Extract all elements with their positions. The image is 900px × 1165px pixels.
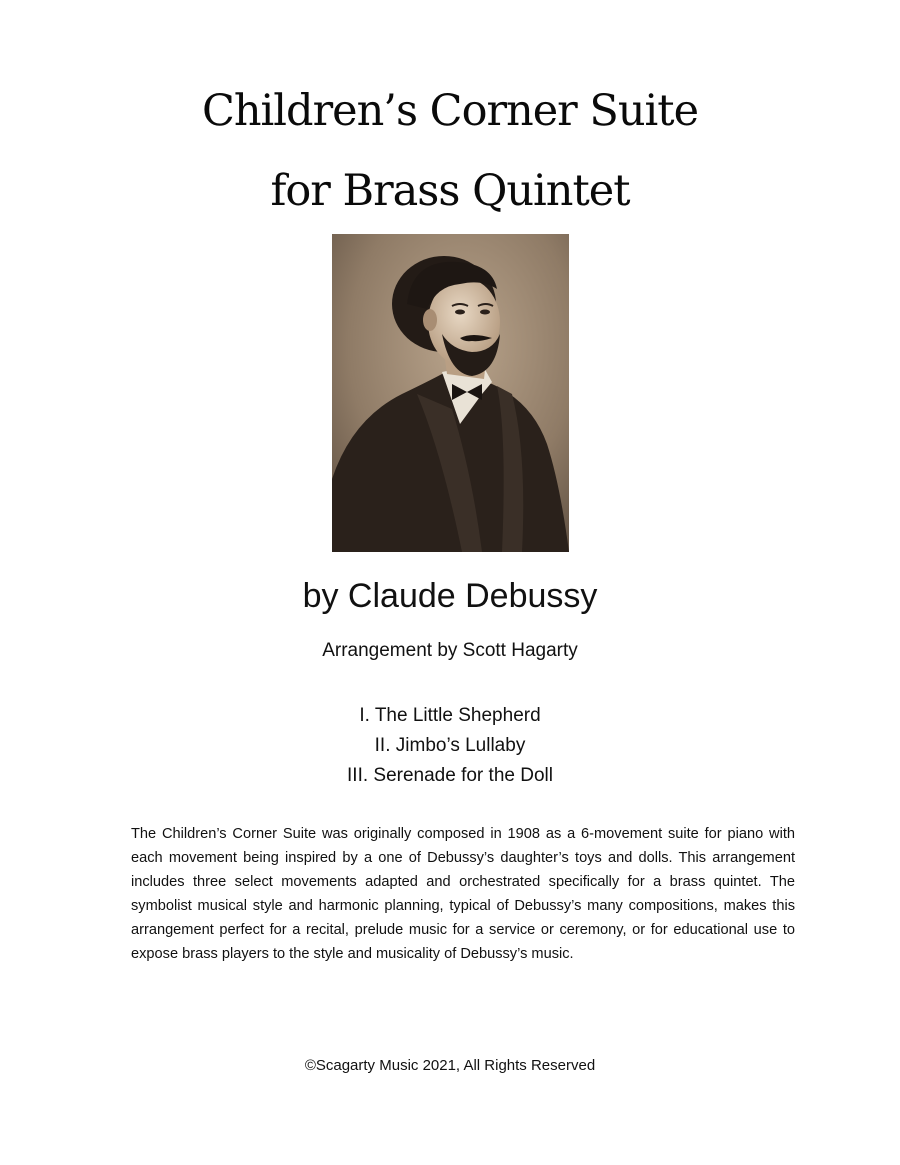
movement-item: I. The Little Shepherd: [359, 705, 541, 726]
movement-item: III. Serenade for the Doll: [347, 765, 553, 786]
composer-name: by Claude Debussy: [302, 577, 598, 615]
title-line-1: Children’s Corner Suite: [201, 86, 699, 136]
composer-portrait-photo: [332, 234, 569, 552]
movement-item: II. Jimbo’s Lullaby: [374, 735, 526, 756]
arranger-credit: Arrangement by Scott Hagarty: [322, 640, 578, 661]
copyright-notice: ©Scagarty Music 2021, All Rights Reserved: [304, 1057, 596, 1074]
title-line-2: for Brass Quintet: [270, 166, 630, 216]
description-paragraph: The Children’s Corner Suite was originally composed in 1908 as a 6-movement suite for piano with each movement being inspired by a one of Debussy’s daughter’s toys and dolls. This arrangement includes three select movements adapted and orchestrated specifically for a brass quintet. The symbolist musical style and harmonic planning, typical of Debussy’s many compositions, makes this arrangement perfect for a recital, prelude music for a service or ceremony, or for educational use to expose brass players to the style and musicality of Debussy’s music.: [131, 826, 795, 962]
movement-list: [0, 701, 900, 791]
